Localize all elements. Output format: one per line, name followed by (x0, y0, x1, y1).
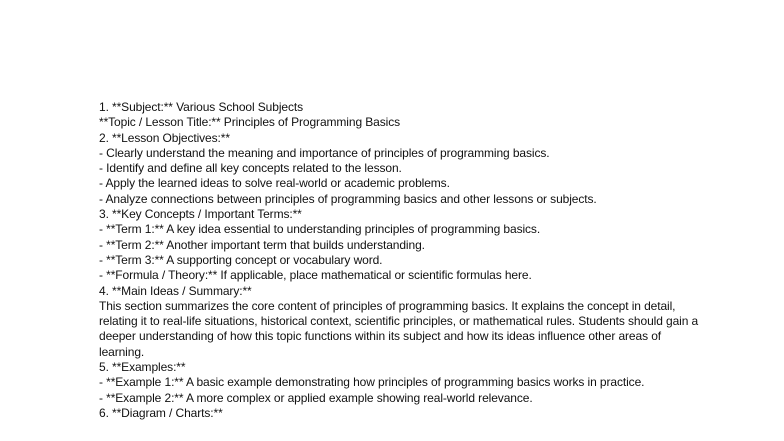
topic-title-line: **Topic / Lesson Title:** Principles of Programming Basics (99, 115, 400, 130)
summary-heading: 4. **Main Ideas / Summary:** (99, 283, 252, 298)
example-item: - **Example 1:** A basic example demonstrating how principles of programming basics works in practice. (99, 375, 645, 390)
objective-item: - Apply the learned ideas to solve real-world or academic problems. (99, 176, 450, 191)
document-body (99, 100, 709, 421)
objectives-heading: 2. **Lesson Objectives:** (99, 130, 230, 145)
formula-item: - **Formula / Theory:** If applicable, place mathematical or scientific formulas here. (99, 268, 532, 283)
term-item: - **Term 3:** A supporting concept or vocabulary word. (99, 252, 383, 267)
key-concepts-heading: 3. **Key Concepts / Important Terms:** (99, 207, 302, 222)
diagram-heading: 6. **Diagram / Charts:** (99, 405, 223, 420)
objective-item: - Analyze connections between principles of programming basics and other lessons or subjects. (99, 191, 597, 206)
subject-line: 1. **Subject:** Various School Subjects (99, 100, 303, 114)
term-item: - **Term 2:** Another important term that builds understanding. (99, 237, 425, 252)
term-item: - **Term 1:** A key idea essential to understanding principles of programming basics. (99, 222, 541, 237)
objective-item: - Clearly understand the meaning and importance of principles of programming basics. (99, 145, 550, 160)
objective-item: - Identify and define all key concepts related to the lesson. (99, 161, 402, 176)
examples-heading: 5. **Examples:** (99, 360, 186, 375)
summary-paragraph: This section summarizes the core content of principles of programming basics. It explains the concept in detail, relating it to real-life situations, historical context, scientific principles, or mathematical rules. Students should gain a deeper understanding of how this topic functions within its subject and how its ideas influence other areas of learning. (99, 298, 699, 359)
example-item: - **Example 2:** A more complex or applied example showing real-world relevance. (99, 390, 533, 405)
